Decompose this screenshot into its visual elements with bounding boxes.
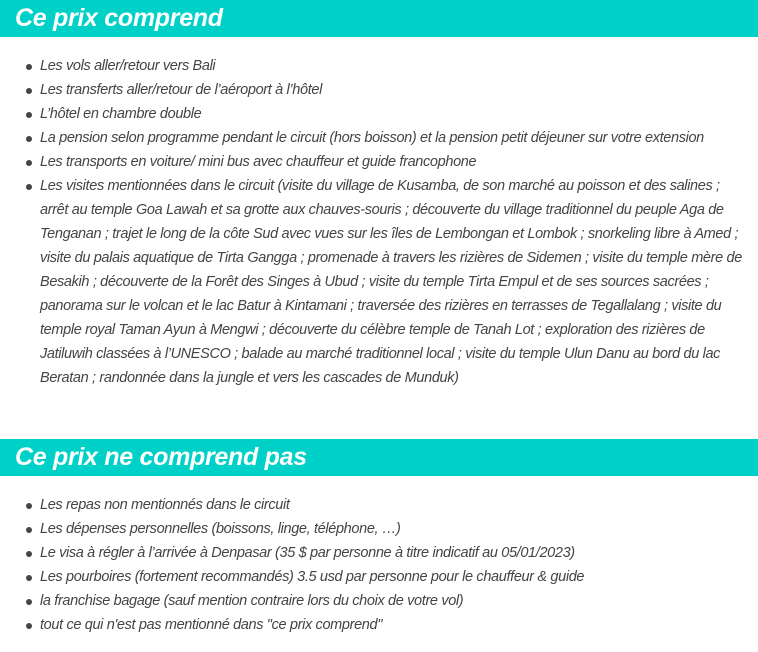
included-heading: Ce prix comprend <box>0 0 758 37</box>
list-item: La pension selon programme pendant le circuit (hors boisson) et la pension petit déjeuner sur votre extension <box>40 126 748 150</box>
included-list <box>0 54 758 390</box>
excluded-heading: Ce prix ne comprend pas <box>0 439 758 476</box>
excluded-section <box>0 439 758 637</box>
list-item: Les dépenses personnelles (boissons, linge, téléphone, …) <box>40 517 748 541</box>
excluded-list <box>0 493 758 637</box>
list-item: Les pourboires (fortement recommandés) 3.5 usd par personne pour le chauffeur & guide <box>40 565 748 589</box>
list-item: Les transferts aller/retour de l’aéroport à l’hôtel <box>40 78 748 102</box>
list-item: Le visa à régler à l’arrivée à Denpasar (35 $ par personne à titre indicatif au 05/01/2023) <box>40 541 748 565</box>
list-item: L’hôtel en chambre double <box>40 102 748 126</box>
list-item: Les repas non mentionnés dans le circuit <box>40 493 748 517</box>
list-item: tout ce qui n'est pas mentionné dans "ce prix comprend" <box>40 613 748 637</box>
list-item: Les visites mentionnées dans le circuit (visite du village de Kusamba, de son marché au poisson et des salines ; arrêt au temple Goa Lawah et sa grotte aux chauves-souris ; découverte du village traditionnel du peuple Aga de Tenganan ; trajet le long de la côte Sud avec vues sur les îles de Lembongan et Lombok ; snorkeling libre à Amed ; visite du palais aquatique de Tirta Gangga ; promenade à travers les rizières de Sidemen ; visite du temple mère de Besakih ; découverte de la Forêt des Singes à Ubud ; visite du temple Tirta Empul et de ses sources sacrées ; panorama sur le volcan et le lac Batur à Kintamani ; traversée des rizières en terrasses de Tegallalang ; visite du temple royal Taman Ayun à Mengwi ; découverte du célèbre temple de Tanah Lot ; exploration des rizières de Jatiluwih classées à l’UNESCO ; balade au marché traditionnel local ; visite du temple Ulun Danu au bord du lac Beratan ; randonnée dans la jungle et vers les cascades de Munduk) <box>40 174 748 390</box>
list-item: Les vols aller/retour vers Bali <box>40 54 748 78</box>
list-item: la franchise bagage (sauf mention contraire lors du choix de votre vol) <box>40 589 748 613</box>
list-item: Les transports en voiture/ mini bus avec chauffeur et guide francophone <box>40 150 748 174</box>
